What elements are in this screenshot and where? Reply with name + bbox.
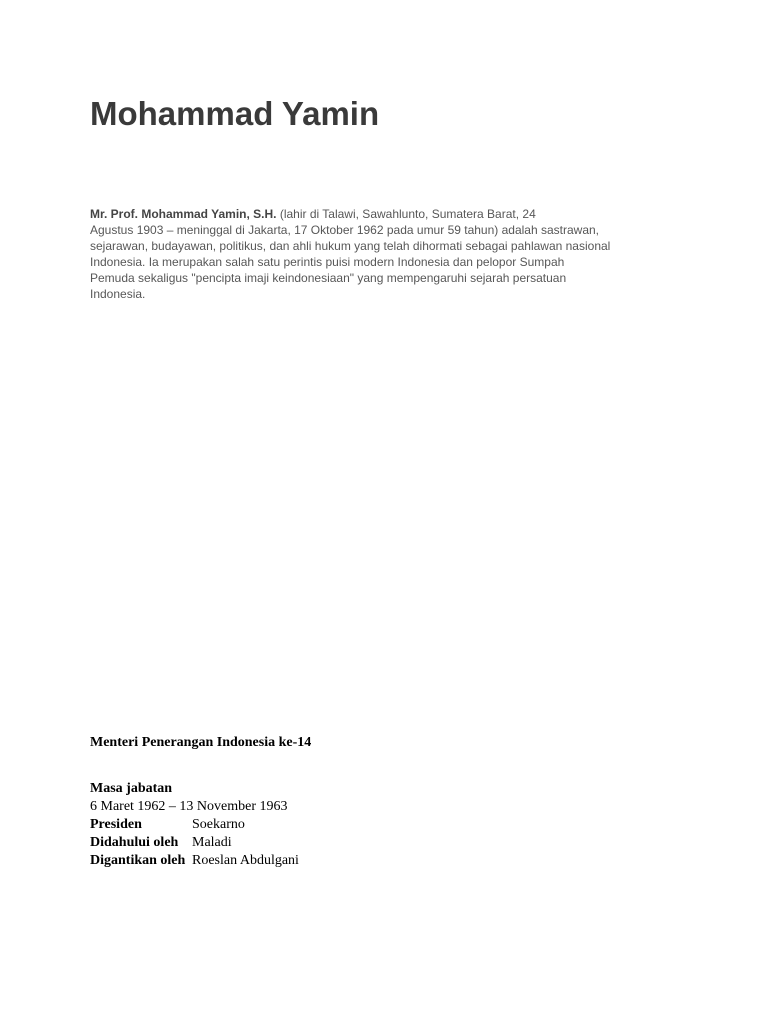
intro-name-bold: Mr. Prof. Mohammad Yamin, S.H. [90, 207, 277, 221]
president-label: Presiden [90, 817, 142, 832]
intro-line-1 [90, 206, 680, 222]
president-row [90, 816, 299, 834]
term-value: 6 Maret 1962 – 13 November 1963 [90, 799, 288, 814]
page-title: Mohammad Yamin [90, 95, 380, 132]
term-label-row [90, 780, 299, 798]
preceded-label: Didahului oleh [90, 835, 179, 850]
intro-line-2: Agustus 1903 – meninggal di Jakarta, 17 Oktober 1962 pada umur 59 tahun) adalah sastrawan, [90, 223, 599, 237]
president-value: Soekarno [192, 817, 245, 832]
office-title: Menteri Penerangan Indonesia ke-14 [90, 735, 312, 750]
succeeded-value: Roeslan Abdulgani [192, 853, 299, 868]
term-value-row [90, 798, 299, 816]
succeeded-label: Digantikan oleh [90, 853, 186, 868]
intro-line-3: sejarawan, budayawan, politikus, dan ahli hukum yang telah dihormati sebagai pahlawan nasional [90, 239, 611, 253]
intro-line-5: Pemuda sekaligus "pencipta imaji keindonesiaan" yang mempengaruhi sejarah persatuan [90, 271, 567, 285]
succeeded-row [90, 852, 299, 870]
intro-line-1-rest: (lahir di Talawi, Sawahlunto, Sumatera Barat, 24 [276, 207, 536, 221]
preceded-row [90, 834, 299, 852]
intro-paragraph [90, 206, 680, 302]
intro-line-6: Indonesia. [90, 287, 146, 301]
preceded-value: Maladi [192, 835, 232, 850]
term-label: Masa jabatan [90, 781, 173, 796]
infobox [90, 780, 299, 870]
intro-line-4: Indonesia. Ia merupakan salah satu perintis puisi modern Indonesia dan pelopor Sumpah [90, 255, 565, 269]
